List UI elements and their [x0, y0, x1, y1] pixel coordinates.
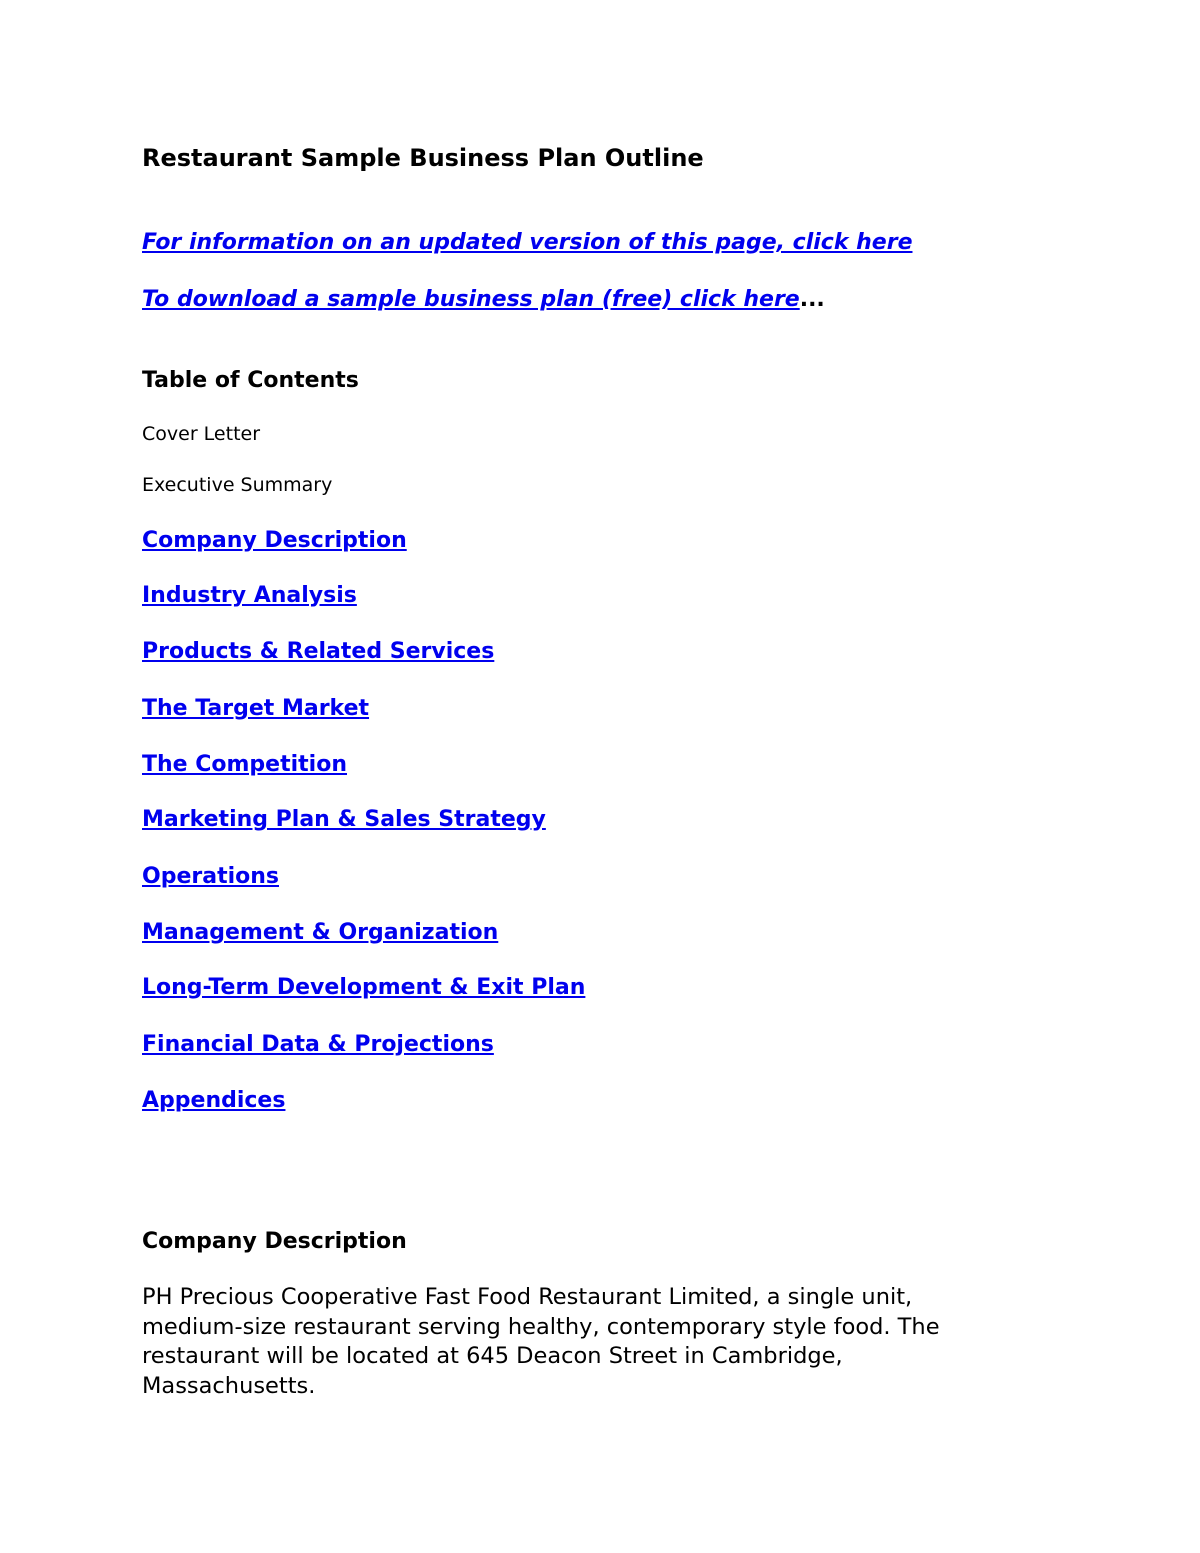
- toc-link-company-description[interactable]: Company Description: [142, 528, 407, 553]
- updated-version-row: [142, 228, 912, 258]
- download-ellipsis: ...: [799, 287, 825, 312]
- body-line: restaurant will be located at 645 Deacon Street in Cambridge,: [142, 1343, 843, 1369]
- body-line: Massachusetts.: [142, 1372, 316, 1399]
- page-title: Restaurant Sample Business Plan Outline: [142, 144, 704, 172]
- toc-heading: Table of Contents: [142, 368, 359, 393]
- toc-link-industry-analysis[interactable]: Industry Analysis: [142, 583, 357, 608]
- toc-link-long-term-development[interactable]: Long-Term Development & Exit Plan: [142, 975, 586, 1000]
- toc-link-marketing-plan[interactable]: Marketing Plan & Sales Strategy: [142, 807, 546, 832]
- toc-link-appendices[interactable]: Appendices: [142, 1088, 286, 1113]
- download-sample-link[interactable]: To download a sample business plan (free) click here: [142, 287, 800, 312]
- company-description-body: [142, 1283, 1002, 1401]
- toc-link-products-services[interactable]: Products & Related Services: [142, 639, 495, 664]
- toc-link-competition[interactable]: The Competition: [142, 752, 347, 777]
- download-sample-row: [142, 285, 825, 315]
- company-description-heading: Company Description: [142, 1229, 407, 1254]
- toc-item-executive-summary: Executive Summary: [142, 474, 333, 496]
- updated-version-link[interactable]: For information on an updated version of this page, click here: [142, 230, 913, 255]
- toc-item-cover-letter: Cover Letter: [142, 423, 261, 445]
- toc-link-operations[interactable]: Operations: [142, 864, 279, 889]
- toc-link-management[interactable]: Management & Organization: [142, 920, 499, 945]
- toc-link-target-market[interactable]: The Target Market: [142, 696, 370, 721]
- body-line: PH Precious Cooperative Fast Food Restaurant Limited, a single unit,: [142, 1284, 913, 1310]
- toc-link-financial-data[interactable]: Financial Data & Projections: [142, 1032, 494, 1057]
- body-line: medium-size restaurant serving healthy, contemporary style food. The: [142, 1313, 940, 1340]
